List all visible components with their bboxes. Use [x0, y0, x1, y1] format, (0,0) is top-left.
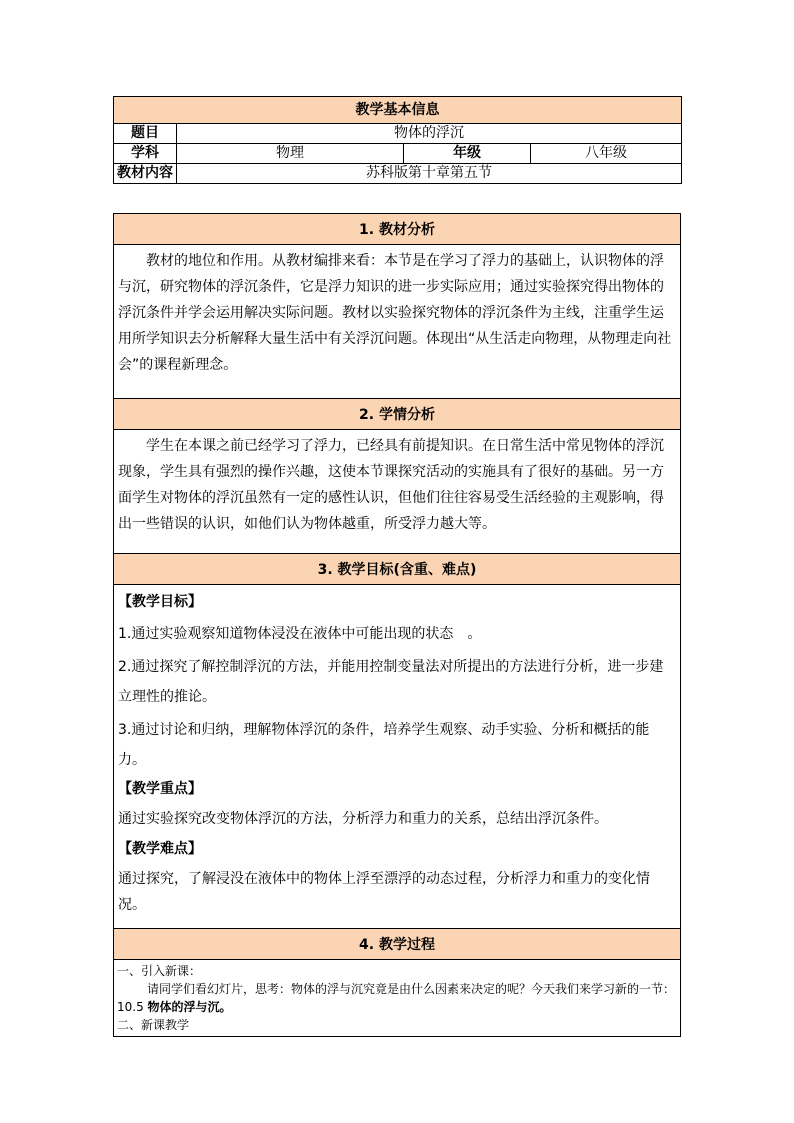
- process-cell: [114, 960, 681, 1037]
- goals-cell: [114, 585, 681, 929]
- section-title-analysis: 1. 教材分析: [114, 214, 681, 245]
- grade-value: 八年级: [531, 144, 682, 164]
- topic-label: 题目: [114, 124, 177, 144]
- students-text: 学生在本课之前已经学习了浮力，已经具有前提知识。在日常生活中常见物体的浮沉现象，学生具有强烈的操作兴趣，这使本节课探究活动的实施具有了很好的基础。另一方面学生对物体的浮沉虽然有一定的感性认识，但他们往往容易受生活经验的主观影响，得出一些错误的认识，如他们认为物体越重，所受浮力越大等。: [118, 438, 664, 532]
- analysis-cell: [114, 245, 681, 399]
- key-points-text: 通过实验探究改变物体浮沉的方法，分析浮力和重力的关系，总结出浮沉条件。: [118, 811, 608, 827]
- topic-value: 物体的浮沉: [177, 124, 682, 144]
- section-title-process: 4. 教学过程: [114, 929, 681, 960]
- section-title-goals: 3. 教学目标(含重、难点): [114, 554, 681, 585]
- students-cell: [114, 430, 681, 554]
- info-header: 教学基本信息: [114, 97, 682, 124]
- basic-info-table: [113, 96, 682, 184]
- key-points-heading: 【教学重点】: [118, 781, 202, 797]
- process-lesson-title: 物体的浮与沉。: [147, 1000, 232, 1014]
- material-value: 苏科版第十章第五节: [177, 164, 682, 184]
- lesson-plan-table: [113, 213, 681, 1037]
- section-title-students: 2. 学情分析: [114, 399, 681, 430]
- goal-item-2: 2.通过探究了解控制浮沉的方法，并能用控制变量法对所提出的方法进行分析，进一步建立理性的推论。: [118, 659, 664, 705]
- process-new-teaching: 二、新课教学: [117, 1018, 190, 1032]
- process-intro: 一、引入新课：: [117, 964, 202, 978]
- difficulties-heading: 【教学难点】: [118, 841, 202, 857]
- subject-label: 学科: [114, 144, 177, 164]
- goals-heading: 【教学目标】: [118, 594, 202, 610]
- difficulties-text: 通过探究，了解浸没在液体中的物体上浮至漂浮的动态过程，分析浮力和重力的变化情况。: [118, 871, 650, 913]
- subject-value: 物理: [177, 144, 404, 164]
- process-intro-line: 请同学们看幻灯片，思考：物体的浮与沉究竟是由什么因素来决定的呢？今天我们来学习新的一节：10.5: [117, 982, 676, 1014]
- goal-item-3: 3.通过讨论和归纳，理解物体浮沉的条件，培养学生观察、动手实验、分析和概括的能力。: [118, 722, 650, 768]
- process-intro-text: [117, 980, 677, 1016]
- material-label: 教材内容: [114, 164, 177, 184]
- goal-item-1: 1.通过实验观察知道物体浸没在液体中可能出现的状态 。: [118, 626, 482, 642]
- analysis-text: 教材的地位和作用。从教材编排来看：本节是在学习了浮力的基础上，认识物体的浮与沉，研究物体的浮沉条件，它是浮力知识的进一步实际应用；通过实验探究得出物体的浮沉条件并学会运用解决实际问题。教材以实验探究物体的浮沉条件为主线，注重学生运用所学知识去分析解释大量生活中有关浮沉问题。体现出“从生活走向物理，从物理走向社会”的课程新理念。: [118, 253, 672, 373]
- grade-label: 年级: [404, 144, 531, 164]
